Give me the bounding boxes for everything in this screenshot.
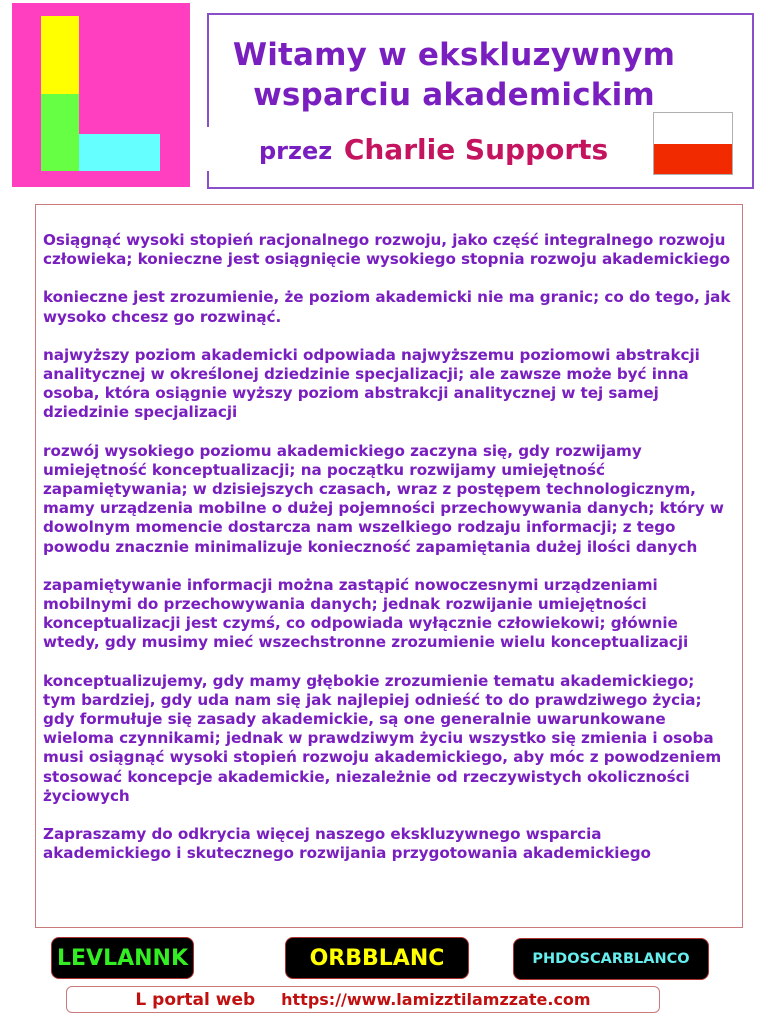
title-line-2: wsparciu akademickim — [253, 77, 655, 113]
title-line-1: Witamy w ekskluzywnym — [232, 37, 676, 73]
levlannk-button[interactable] — [51, 937, 194, 979]
orbblanc-label: ORBBLANC — [309, 945, 445, 971]
brand-name: Charlie Supports — [343, 133, 609, 166]
poland-flag-icon — [653, 112, 733, 175]
paragraph: Osiągnąć wysoki stopień racjonalnego rozwoju, jako część integralnego rozwoju człowieka; konieczne jest osiągnięcie wysokiego stopnia rozwoju akademickiego — [43, 231, 731, 269]
paragraph: konceptualizujemy, gdy mamy głębokie zrozumienie tematu akademickiego; tym bardziej, gdy uda nam się jak najlepiej odnieść to do prawdziwego życia; gdy formułuje się zasady akademickie, są one generalnie uwarunkowane wieloma czynnikami; jednak w prawdziwym życiu wszystko się zmienia i osoba musi osiągnąć wysoki stopień rozwoju akademickiego, aby móc z powodzeniem stosować koncepcje akademickie, niezależnie od rzeczywistych okoliczności życiowych — [43, 671, 722, 805]
paragraph: rozwój wysokiego poziomu akademickiego zaczyna się, gdy rozwijamy umiejętność konceptualizacji; na początku rozwijamy umiejętność zapamiętywania; w dzisiejszych czasach, wraz z postępem technologicznym, mamy urządzenia mobilne o dużej pojemności przechowywania danych; który w dowolnym momencie dostarcza nam wszelkiego rodzaju informacji; z tego powodu znacznie minimalizuje konieczność zapamiętania dużej ilości danych — [43, 441, 724, 556]
flag-red-stripe — [654, 144, 732, 175]
portal-label: L portal web — [135, 989, 256, 1010]
by-label: przez — [259, 137, 333, 165]
orbblanc-button[interactable] — [285, 937, 469, 979]
levlannk-label: LEVLANNK — [57, 945, 188, 971]
phdoscarblanco-label: PHDOSCARBLANCO — [532, 951, 690, 967]
subtitle — [259, 133, 608, 166]
logo-bottom-bar — [41, 94, 79, 171]
logo-foot-bar — [79, 134, 160, 171]
phdoscarblanco-button[interactable] — [513, 938, 709, 980]
portal-url-link[interactable]: https://www.lamizztilamzzate.com — [281, 990, 591, 1009]
paragraph: konieczne jest zrozumienie, że poziom akademicki nie ma granic; co do tego, jak wysoko chcesz go rozwinąć. — [43, 288, 731, 326]
paragraph: zapamiętywanie informacji można zastąpić nowoczesnymi urządzeniami mobilnymi do przechowywania danych; jednak rozwijanie umiejętności konceptualizacji jest czymś, co odpowiada wyłącznie człowiekowi; głównie wtedy, gdy musimy mieć wszechstronne zrozumienie wielu konceptualizacji — [43, 575, 689, 652]
logo-top-bar — [41, 16, 79, 94]
portal-bar — [66, 986, 660, 1013]
page-title — [209, 35, 699, 115]
flag-white-stripe — [654, 113, 732, 144]
logo — [12, 3, 190, 187]
content-box — [35, 204, 743, 928]
header-border-gap — [206, 127, 210, 171]
paragraph: najwyższy poziom akademicki odpowiada najwyższemu poziomowi abstrakcji analitycznej w określonej dziedzinie specjalizacji; ale zawsze może być inna osoba, która osiągnie wyższy poziom abstrakcji analitycznej w tej samej dziedzinie specjalizacji — [43, 345, 700, 422]
paragraph: Zapraszamy do odkrycia więcej naszego ekskluzywnego wsparcia akademickiego i skutecznego rozwijania przygotowania akademickiego — [43, 825, 651, 863]
